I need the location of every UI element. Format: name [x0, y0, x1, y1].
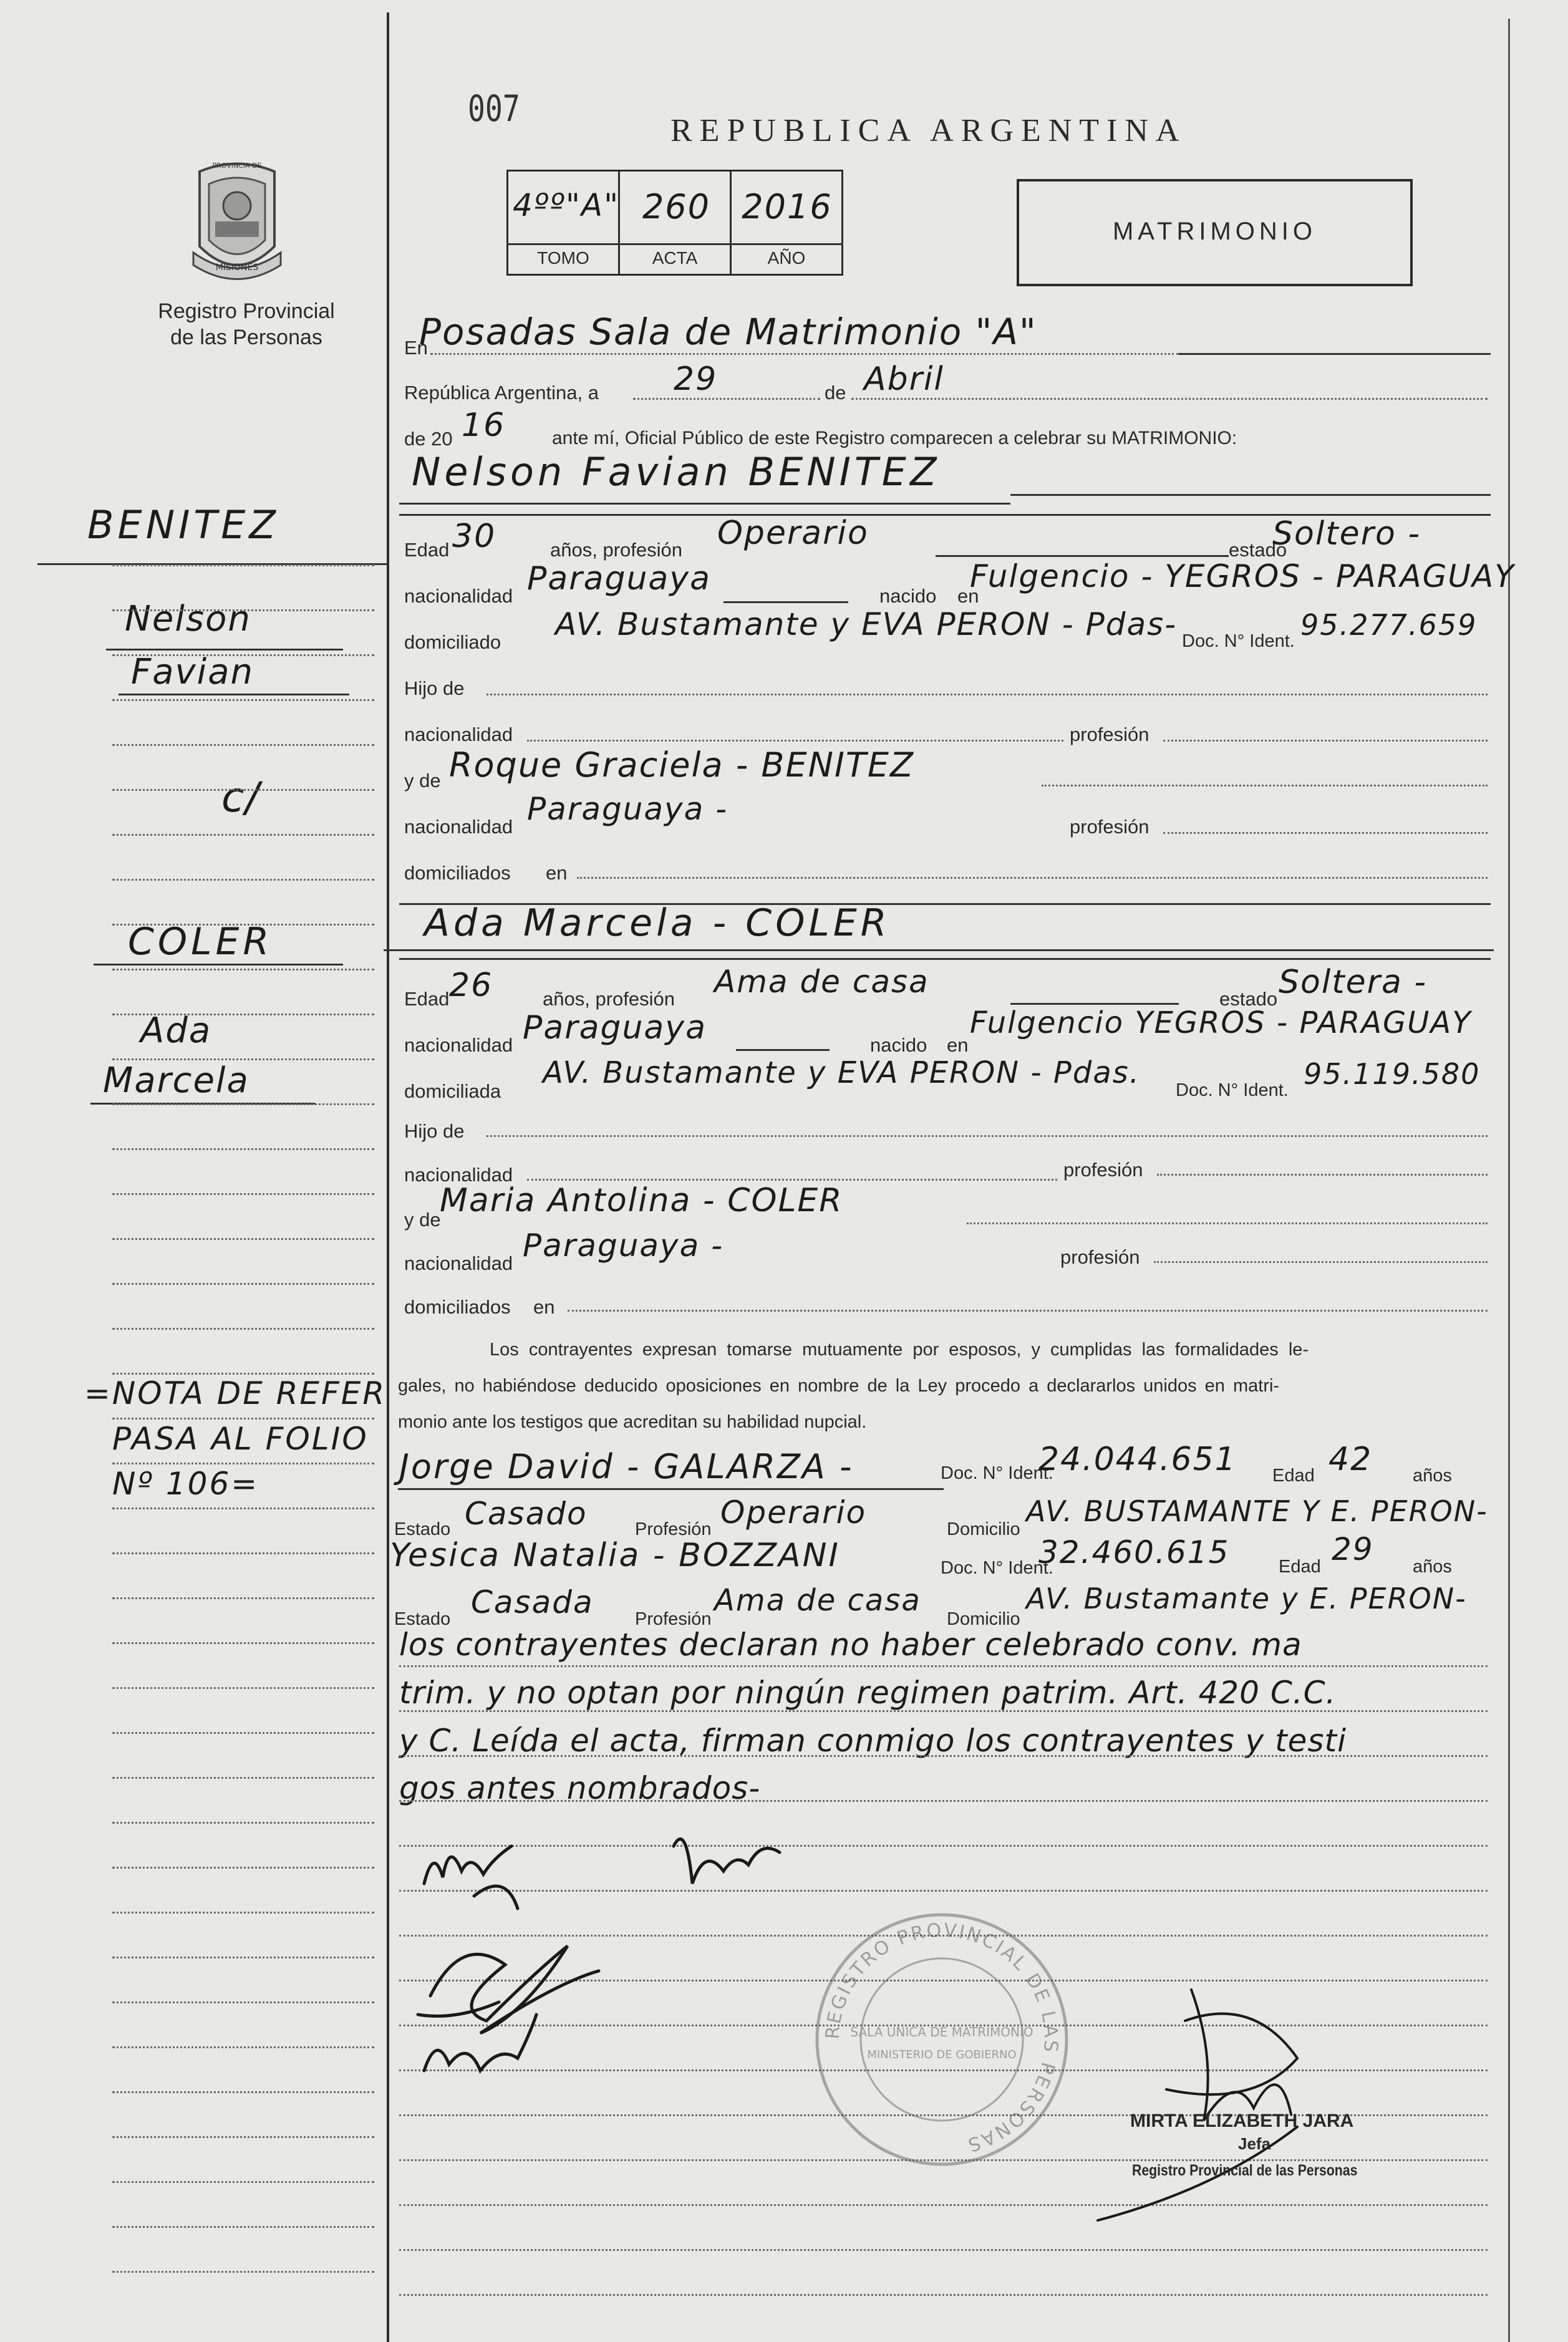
witness2-profesion-label: Profesión [635, 1609, 712, 1629]
margin-given-1a: Nelson [125, 599, 251, 639]
witness1-domicilio-label: Domicilio [947, 1519, 1020, 1539]
registry-name: Registro Provincial de las Personas [158, 299, 335, 349]
margin-dotted-rule [112, 744, 374, 746]
groom-father-nacionalidad-label: nacionalidad [404, 723, 513, 745]
bride-estado-value: Soltera - [1279, 964, 1428, 1001]
bride-edad-label: Edad [404, 988, 450, 1010]
bride-mother-nacionalidad-label: nacionalidad [404, 1252, 513, 1274]
bride-mother-nacionalidad-value: Paraguaya - [523, 1227, 724, 1264]
notes-line-4: gos antes nombrados- [399, 1770, 761, 1806]
signature-stroke [474, 1886, 518, 1909]
groom-mother-profesion-label: profesión [1070, 816, 1149, 838]
margin-dotted-rule [112, 1822, 374, 1824]
official-name: MIRTA ELIZABETH JARA [1130, 2111, 1354, 2131]
place-value: Posadas Sala de Matrimonio "A" [419, 311, 1037, 353]
margin-dotted-rule [112, 924, 374, 926]
witness2-estado-label: Estado [394, 1609, 451, 1629]
bride-domicilio-value: AV. Bustamante y EVA PERON - Pdas. [543, 1055, 1140, 1090]
bride-edad-value: 26 [449, 967, 493, 1004]
margin-dotted-rule [112, 1957, 374, 1958]
margin-surname-2: COLER [128, 920, 273, 964]
witness1-estado-label: Estado [394, 1519, 451, 1539]
groom-estado-value: Soltero - [1272, 515, 1421, 553]
anio-value: 2016 [742, 187, 833, 226]
signature-group-left [412, 1809, 798, 2089]
groom-parents-en-label: en [546, 862, 568, 884]
margin-dotted-rule [112, 2091, 374, 2093]
seal-bottom-text: MINISTERIO DE GOBIERNO [867, 2048, 1017, 2061]
month-value: Abril [864, 360, 944, 398]
groom-doc-value: 95.277.659 [1300, 608, 1478, 642]
witness1-profesion-label: Profesión [635, 1519, 712, 1539]
groom-mother-nacionalidad-label: nacionalidad [404, 816, 513, 838]
margin-dotted-rule [112, 1238, 374, 1240]
acta-label: ACTA [652, 248, 698, 268]
margin-dotted-rule [112, 1463, 374, 1464]
bride-parents-en-label: en [533, 1296, 555, 1318]
groom-edad-value: 30 [452, 518, 496, 555]
groom-nacido-en-value: Fulgencio - YEGROS - PARAGUAY [970, 558, 1515, 594]
margin-dotted-rule [112, 2181, 374, 2183]
seal-inner-text: SALA UNICA DE MATRIMONIO [850, 2025, 1033, 2040]
witness2-edad-value: 29 [1332, 1531, 1374, 1567]
margin-dotted-rule [112, 1912, 374, 1914]
bride-nacido-en-label: en [947, 1034, 969, 1056]
en-label: En [404, 337, 428, 359]
margin-given-2a: Ada [140, 1010, 212, 1051]
signature-stroke [418, 2002, 499, 2016]
margin-dotted-rule [112, 609, 374, 611]
witness2-anos-label: años [1413, 1557, 1452, 1577]
margin-dotted-rule [112, 834, 374, 836]
margin-dotted-rule [112, 1058, 374, 1060]
signature-stroke [1191, 1990, 1291, 2121]
margin-dotted-rule [112, 2271, 374, 2273]
witness2-profesion-value: Ama de casa [714, 1583, 921, 1618]
groom-edad-label: Edad [404, 539, 450, 561]
bride-name: Ada Marcela - COLER [424, 901, 891, 945]
margin-note-line3: Nº 106= [112, 1466, 259, 1502]
bride-mother-value: Maria Antolina - COLER [440, 1182, 843, 1219]
statement-line-2: gales, no habiéndose deducido oposiciones en nombre de la Ley procedo a declararlos unidos en matri- [398, 1376, 1280, 1396]
margin-dotted-rule [112, 1867, 374, 1869]
witness2-doc-value: 32.460.615 [1038, 1534, 1230, 1570]
margin-dotted-rule [112, 654, 374, 656]
day-value: 29 [674, 360, 718, 398]
witness1-estado-value: Casado [465, 1496, 588, 1532]
groom-mother-value: Roque Graciela - BENITEZ [449, 745, 914, 785]
margin-dotted-rule [112, 2046, 374, 2048]
witness1-anos-label: años [1413, 1466, 1452, 1486]
margin-connector: c/ [221, 773, 261, 821]
margin-dotted-rule [112, 1552, 374, 1554]
act-type-box [1017, 179, 1413, 286]
margin-dotted-rule [112, 1507, 374, 1509]
witness1-name: Jorge David - GALARZA - [399, 1447, 854, 1486]
signature-stroke [430, 1946, 599, 2033]
margin-dotted-rule [112, 879, 374, 881]
bride-father-profesion-label: profesión [1063, 1159, 1143, 1181]
notes-line-3: y C. Leída el acta, firman conmigo los contrayentes y testi [399, 1723, 1347, 1759]
margin-dotted-rule [112, 1014, 374, 1015]
margin-surname-1: BENITEZ [87, 502, 279, 548]
notes-line-2: trim. y no optan por ningún regimen patrim. Art. 420 C.C. [399, 1675, 1337, 1711]
groom-estado-label: estado [1229, 539, 1287, 561]
margin-dotted-rule [112, 969, 374, 970]
body-dotted-rule [399, 1755, 1488, 1757]
witness1-doc-value: 24.044.651 [1038, 1441, 1237, 1478]
margin-dotted-rule [112, 1642, 374, 1644]
bride-nacido-label: nacido [870, 1034, 927, 1056]
bride-estado-label: estado [1219, 988, 1278, 1010]
margin-dotted-rule [112, 1777, 374, 1779]
margin-dotted-rule [112, 699, 374, 701]
crest-text-bottom: MISIONES [215, 263, 259, 273]
republica-label: República Argentina, a [404, 382, 599, 404]
body-dotted-rule [399, 2294, 1488, 2296]
witness2-name: Yesica Natalia - BOZZANI [390, 1537, 840, 1574]
groom-anos-profesion-label: años, profesión [550, 539, 682, 561]
bride-doc-value: 95.119.580 [1304, 1057, 1481, 1091]
groom-nacido-label: nacido [879, 585, 937, 607]
folio-number: 007 [468, 87, 520, 130]
margin-dotted-rule [112, 1148, 374, 1150]
witness2-doc-label: Doc. N° Ident. [941, 1558, 1053, 1578]
groom-domicilio-value: AV. Bustamante y EVA PERON - Pdas- [555, 606, 1178, 642]
margin-dotted-rule [112, 1193, 374, 1195]
signature-stroke [1166, 2014, 1297, 2095]
margin-dotted-rule [112, 1597, 374, 1599]
statement-line-3: monio ante los testigos que acreditan su habilidad nupcial. [398, 1412, 867, 1432]
margin-given-2b: Marcela [103, 1060, 249, 1101]
margin-dotted-rule [112, 1418, 374, 1420]
signature-stroke [674, 1839, 780, 1884]
bride-domiciliada-label: domiciliada [404, 1080, 501, 1102]
act-type-label: MATRIMONIO [1112, 218, 1317, 245]
groom-domiciliado-label: domiciliado [404, 631, 501, 653]
de-label: de [825, 382, 846, 404]
margin-dotted-rule [112, 1283, 374, 1285]
bride-mother-profesion-label: profesión [1060, 1246, 1140, 1268]
groom-profesion-value: Operario [717, 515, 869, 552]
signature-stroke [424, 1846, 511, 1884]
groom-name: Nelson Favian BENITEZ [412, 449, 941, 495]
body-dotted-rule [399, 1665, 1488, 1667]
bride-parents-domiciliados-label: domiciliados [404, 1296, 511, 1318]
margin-dotted-rule [112, 1373, 374, 1375]
margin-dotted-rule [112, 1103, 374, 1105]
bride-father-nacionalidad-label: nacionalidad [404, 1164, 513, 1186]
bride-yde-label: y de [404, 1209, 441, 1231]
official-title: Jefa [1238, 2134, 1271, 2153]
margin-given-1b: Favian [131, 652, 254, 692]
official-seal [811, 1909, 1073, 2170]
acta-value: 260 [642, 187, 711, 226]
bride-profesion-value: Ama de casa [714, 964, 929, 1000]
witness1-edad-label: Edad [1272, 1466, 1315, 1486]
groom-doc-label: Doc. N° Ident. [1182, 631, 1295, 651]
margin-divider-line [387, 12, 389, 2342]
margin-dotted-rule [112, 789, 374, 791]
body-dotted-rule [399, 1710, 1488, 1712]
bride-nacionalidad-value: Paraguaya [523, 1009, 707, 1047]
notes-line-1: los contrayentes declaran no haber celebrado conv. ma [399, 1627, 1302, 1663]
official-signature [1091, 1983, 1441, 2233]
groom-nacionalidad-label: nacionalidad [404, 585, 513, 607]
de20-label: de 20 [404, 428, 453, 450]
groom-yde-label: y de [404, 770, 441, 791]
margin-dotted-rule [112, 564, 374, 566]
year-suffix-value: 16 [462, 407, 506, 444]
statement-line-1: Los contrayentes expresan tomarse mutuamente por esposos, y cumplidas las formalidades le- [490, 1340, 1309, 1360]
bride-anos-profesion-label: años, profesión [543, 988, 675, 1010]
bride-hijo-label: Hijo de [404, 1120, 465, 1142]
witness2-estado-value: Casada [471, 1584, 594, 1620]
bride-nacido-en-value: Fulgencio YEGROS - PARAGUAY [970, 1005, 1472, 1040]
witness2-domicilio-label: Domicilio [947, 1609, 1020, 1629]
groom-father-profesion-label: profesión [1070, 723, 1149, 745]
witness1-edad-value: 42 [1328, 1441, 1373, 1478]
tomo-label: TOMO [537, 248, 589, 268]
official-office: Registro Provincial de las Personas [1132, 2162, 1358, 2179]
bride-nacionalidad-label: nacionalidad [404, 1034, 513, 1056]
groom-hijo-label: Hijo de [404, 677, 465, 699]
groom-mother-nacionalidad-value: Paraguaya - [527, 791, 728, 827]
crest-text-top: PROVINCIA DE [212, 162, 262, 170]
margin-dotted-rule [112, 2001, 374, 2003]
groom-nacionalidad-value: Paraguaya [527, 560, 711, 598]
witness2-edad-label: Edad [1279, 1557, 1321, 1577]
witness1-profesion-value: Operario [720, 1494, 867, 1531]
margin-dotted-rule [112, 1328, 374, 1330]
groom-nacido-en-label: en [957, 585, 979, 607]
margin-note-line1: =NOTA DE REFER [84, 1375, 387, 1411]
margin-dotted-rule [112, 2226, 374, 2228]
witness1-domicilio-value: AV. BUSTAMANTE Y E. PERON- [1026, 1494, 1488, 1528]
body-dotted-rule [399, 2249, 1488, 2251]
margin-dotted-rule [112, 1732, 374, 1734]
tomo-value: 4ºº"A" [513, 187, 620, 223]
record-reference-box [506, 170, 843, 276]
margin-note-line2: PASA AL FOLIO [112, 1421, 369, 1457]
anio-label: AÑO [767, 248, 806, 268]
country-title: REPUBLICA ARGENTINA [670, 113, 1187, 148]
witness2-domicilio-value: AV. Bustamante y E. PERON- [1026, 1582, 1467, 1615]
right-border-line [1508, 19, 1510, 2342]
margin-dotted-rule [112, 1687, 374, 1689]
signature-stroke [424, 2015, 536, 2071]
declaration-text: ante mí, Oficial Público de este Registro comparecen a celebrar su MATRIMONIO: [552, 428, 1237, 448]
province-crest [187, 159, 287, 287]
bride-doc-label: Doc. N° Ident. [1176, 1080, 1289, 1100]
groom-parents-domiciliados-label: domiciliados [404, 862, 511, 884]
seal-ring-text: REGISTRO PROVINCIAL DE LAS PERSONAS [821, 1919, 1062, 2156]
body-dotted-rule [399, 1800, 1488, 1802]
margin-dotted-rule [112, 2136, 374, 2138]
witness1-doc-label: Doc. N° Ident. [941, 1463, 1053, 1483]
